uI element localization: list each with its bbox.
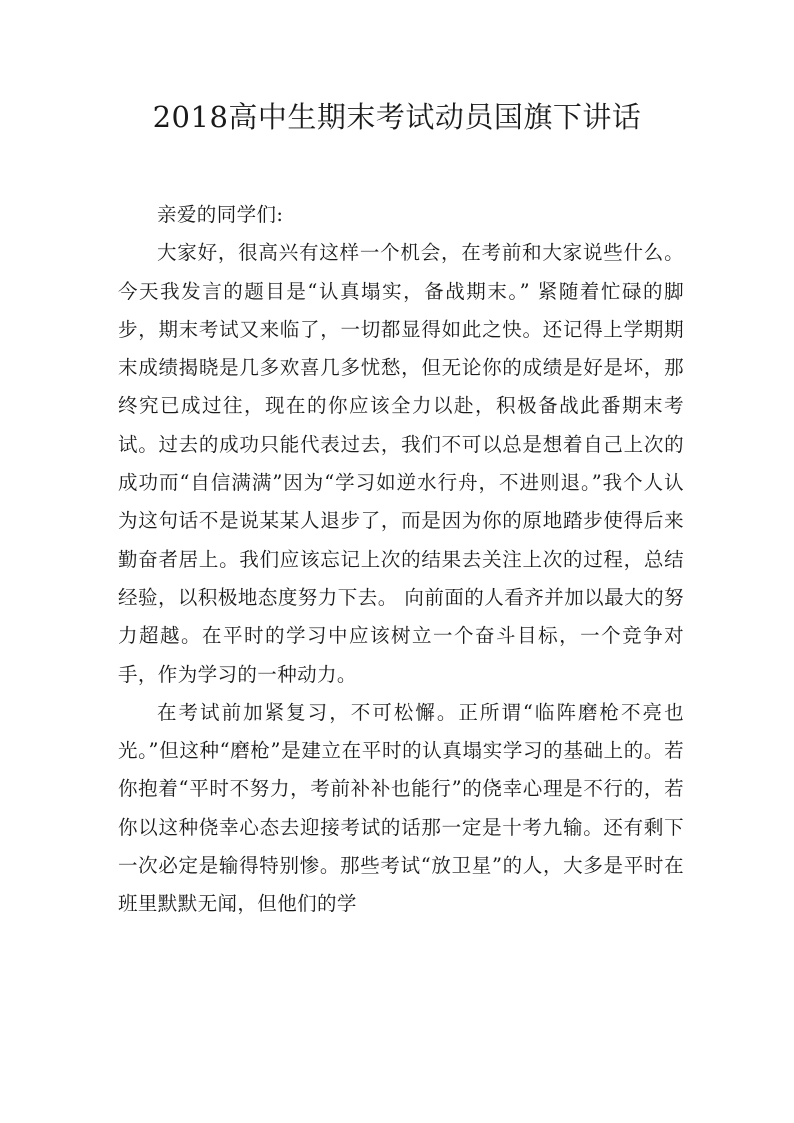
paragraph: 在考试前加紧复习，不可松懈。正所谓“临阵磨枪不亮也光。”但这种“磨枪”是建立在平时的认真塌实学习的基础上的。若你抱着“平时不努力，考前补补也能行”的侥幸心理是不行的，若你以这种侥幸心态去迎接考试的话那一定是十考九输。还有剩下一次必定是输得特别惨。那些考试“放卫星”的人，大多是平时在班里默默无闻，但他们的学: [118, 700, 684, 916]
paragraph: 大家好，很高兴有这样一个机会，在考前和大家说些什么。今天我发言的题目是“认真塌实，备战期末。” 紧随着忙碌的脚步，期末考试又来临了，一切都显得如此之快。还记得上学期期末成绩揭晓是几多欢喜几多忧愁，但无论你的成绩是好是坏，那终究已成过往，现在的你应该全力以赴，积极备战此番期末考试。过去的成功只能代表过去，我们不可以总是想着自己上次的成功而“自信满满”因为“学习如逆水行舟，不进则退。”我个人认为这句话不是说某某人退步了，而是因为你的原地踏步使得后来勤奋者居上。我们应该忘记上次的结果去关注上次的过程，总结经验，以积极地态度努力下去。 向前面的人看齐并加以最大的努力超越。在平时的学习中应该树立一个奋斗目标，一个竞争对手，作为学习的一种动力。: [118, 241, 684, 686]
document-title: 2018高中生期末考试动员国旗下讲话: [152, 100, 642, 134]
document-body: [118, 196, 684, 924]
salutation: 亲爱的同学们:: [157, 203, 284, 226]
